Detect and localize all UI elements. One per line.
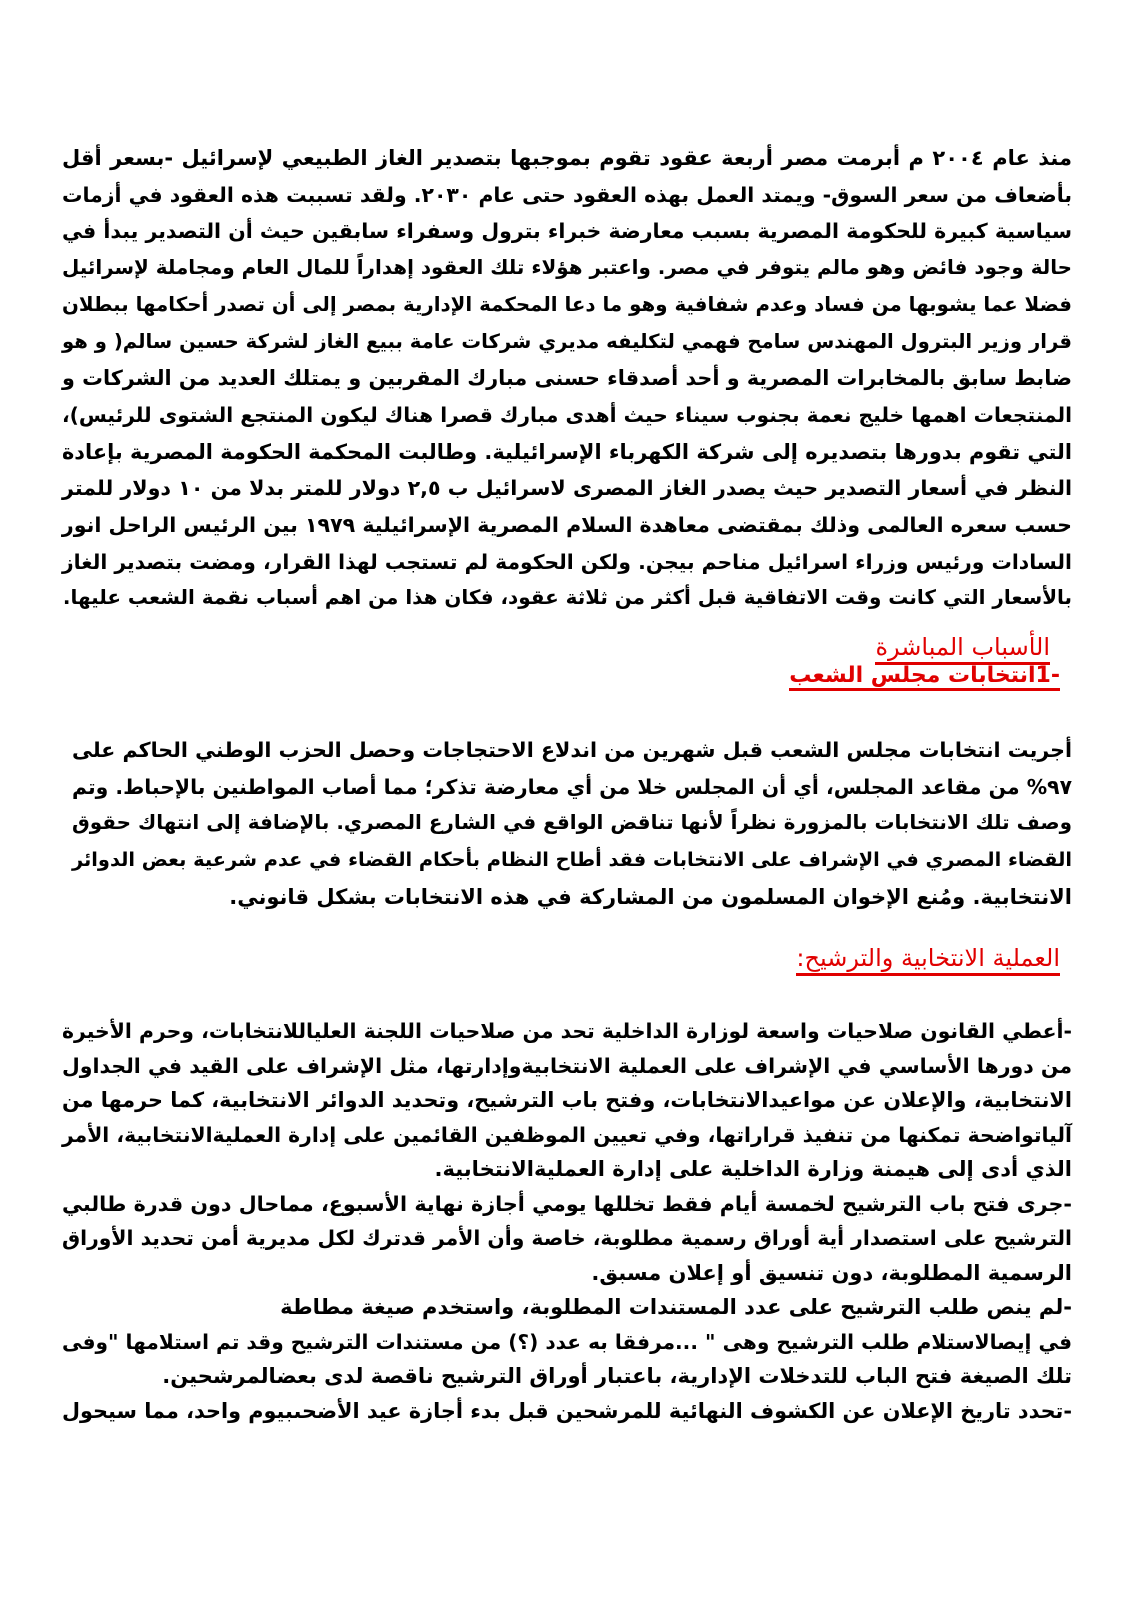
heading-direct-causes bbox=[875, 632, 1050, 662]
text-line: السادات ورئيس وزراء اسرائيل مناحم بيجن. ولكن الحكومة لم تستجب لهذا القرار، ومضت بتصدير الغاز bbox=[62, 549, 1072, 574]
text-line: في إيصالاستلام طلب الترشيح وهى " ...مرفقا به عدد (؟) من مستندات الترشيح وقد تم استلامها "وفى bbox=[62, 1329, 1072, 1354]
text-line: تلك الصيغة فتح الباب للتدخلات الإدارية، باعتبار أوراق الترشيح ناقصة لدى بعضالمرشحين. bbox=[162, 1364, 1072, 1388]
text-line: حالة وجود فائض وهو مالم يتوفر في مصر. واعتبر هؤلاء تلك العقود إهداراً للمال العام ومجاملة لإسرائيل bbox=[62, 256, 1072, 280]
text-line: -أعطي القانون صلاحيات واسعة لوزارة الداخلية تحد من صلاحيات اللجنة العلياللانتخابات، وحرم الأخيرة bbox=[62, 1019, 1072, 1043]
text-line: بالأسعار التي كانت وقت الاتفاقية قبل أكثر من ثلاثة عقود، فكان هذا من اهم أسباب نقمة الشعب عليها. bbox=[62, 586, 1072, 610]
text-line: بأضعاف من سعر السوق- ويمتد العمل بهذه العقود حتى عام ٢٠٣٠. ولقد تسببت هذه العقود في أزمات bbox=[62, 182, 1073, 207]
text-line: الرسمية المطلوبة، دون تنسيق أو إعلان مسبق. bbox=[591, 1260, 1072, 1285]
paragraph-electoral-process bbox=[62, 1014, 1072, 1428]
text-line: التي تقوم بدورها بتصديره إلى شركة الكهرباء الإسرائيلية. وطالبت المحكمة الحكومة المصرية بإعادة bbox=[62, 439, 1072, 464]
text-line: القضاء المصري في الإشراف على الانتخابات فقد أطاح النظام بأحكام القضاء في عدم شرعية بعض الدوائر bbox=[72, 848, 1072, 872]
text-line: ضابط سابق بالمخابرات المصرية و أحد أصدقاء حسنى مبارك المقربين و يمتلك العديد من الشركات و bbox=[62, 366, 1072, 391]
text-line: ٩٧% من مقاعد المجلس، أي أن المجلس خلا من أي معارضة تذكر؛ مما أصاب المواطنين بالإحباط. وتم bbox=[72, 774, 1072, 799]
subheading-parliament-elections bbox=[789, 662, 1060, 690]
text-line: فضلا عما يشوبها من فساد وعدم شفافية وهو ما دعا المحكمة الإدارية بمصر إلى أن تصدر أحكامها ببطلان bbox=[62, 292, 1072, 316]
heading-electoral-process bbox=[796, 943, 1060, 973]
text-line: الترشيح على استصدار أية أوراق رسمية مطلوبة، خاصة وأن الأمر قدترك لكل مديرية أمن تحديد الأوراق bbox=[62, 1226, 1072, 1250]
text-line: الانتخابية. ومُنع الإخوان المسلمون من المشاركة في هذه الانتخابات بشكل قانوني. bbox=[229, 884, 1072, 909]
text-line: أجريت انتخابات مجلس الشعب قبل شهرين من اندلاع الاحتجاجات وحصل الحزب الوطني الحاكم على bbox=[72, 738, 1072, 762]
text-line: آلياتواضحة تمكنها من تنفيذ قراراتها، وفي تعيين الموظفين القائمين على إدارة العمليةالانتخابية، الأمر bbox=[62, 1122, 1072, 1147]
text-line: النظر في أسعار التصدير حيث يصدر الغاز المصرى لاسرائيل ب ٢,٥ دولار للمتر بدلا من ١٠ دولار للمتر bbox=[62, 476, 1073, 501]
heading-direct-causes-text: الأسباب المباشرة bbox=[875, 633, 1050, 665]
text-line: منذ عام ٢٠٠٤ م أبرمت مصر أربعة عقود تقوم بموجبها بتصدير الغاز الطبيعي لإسرائيل -بسعر أقل bbox=[62, 146, 1073, 170]
text-line: -تحدد تاريخ الإعلان عن الكشوف النهائية للمرشحين قبل بدء أجازة عيد الأضحىبيوم واحد، مما سيحول bbox=[62, 1398, 1072, 1423]
text-line: من دورها الأساسي في الإشراف على العملية الانتخابيةوإدارتها، مثل الإشراف على القيد في الجداول bbox=[62, 1053, 1072, 1078]
paragraph-parliament-elections bbox=[72, 732, 1072, 916]
text-line: المنتجعات اهمها خليج نعمة بجنوب سيناء حيث أهدى مبارك قصرا هناك ليكون المنتجع الشتوى للرئيس)، bbox=[62, 402, 1072, 427]
text-line: سياسية كبيرة للحكومة المصرية بسبب معارضة خبراء بترول وسفراء سابقين حيث أن التصدير يبدأ في bbox=[62, 219, 1072, 244]
text-line: وصف تلك الانتخابات بالمزورة نظراً لأنها تناقض الواقع في الشارع المصري. بالإضافة إلى انتهاك حقوق bbox=[72, 811, 1072, 835]
text-line: -لم ينص طلب الترشيح على عدد المستندات المطلوبة، واستخدم صيغة مطاطة bbox=[280, 1295, 1072, 1319]
text-line: الذي أدى إلى هيمنة وزارة الداخلية على إدارة العمليةالانتخابية. bbox=[434, 1157, 1072, 1181]
text-line: -جرى فتح باب الترشيح لخمسة أيام فقط تخللها يومي أجازة نهاية الأسبوع، مماحال دون قدرة طالبي bbox=[62, 1191, 1072, 1216]
text-line: قرار وزير البترول المهندس سامح فهمي لتكليفه مديري شركات عامة ببيع الغاز لشركة حسين سالم( و هو bbox=[62, 329, 1072, 353]
text-line: حسب سعره العالمى وذلك بمقتضى معاهدة السلام المصرية الإسرائيلية ١٩٧٩ بين الرئيس الراحل انور bbox=[61, 513, 1072, 538]
subheading-parliament-elections-text: -1انتخابات مجلس الشعب bbox=[789, 663, 1060, 691]
text-line: الانتخابية، والإعلان عن مواعيدالانتخابات، وفتح باب الترشيح، وتحديد الدوائر الانتخابية، كما حرمها من bbox=[62, 1088, 1072, 1112]
paragraph-gas-export bbox=[62, 140, 1072, 617]
heading-electoral-process-text: العملية الانتخابية والترشيح: bbox=[796, 944, 1060, 976]
